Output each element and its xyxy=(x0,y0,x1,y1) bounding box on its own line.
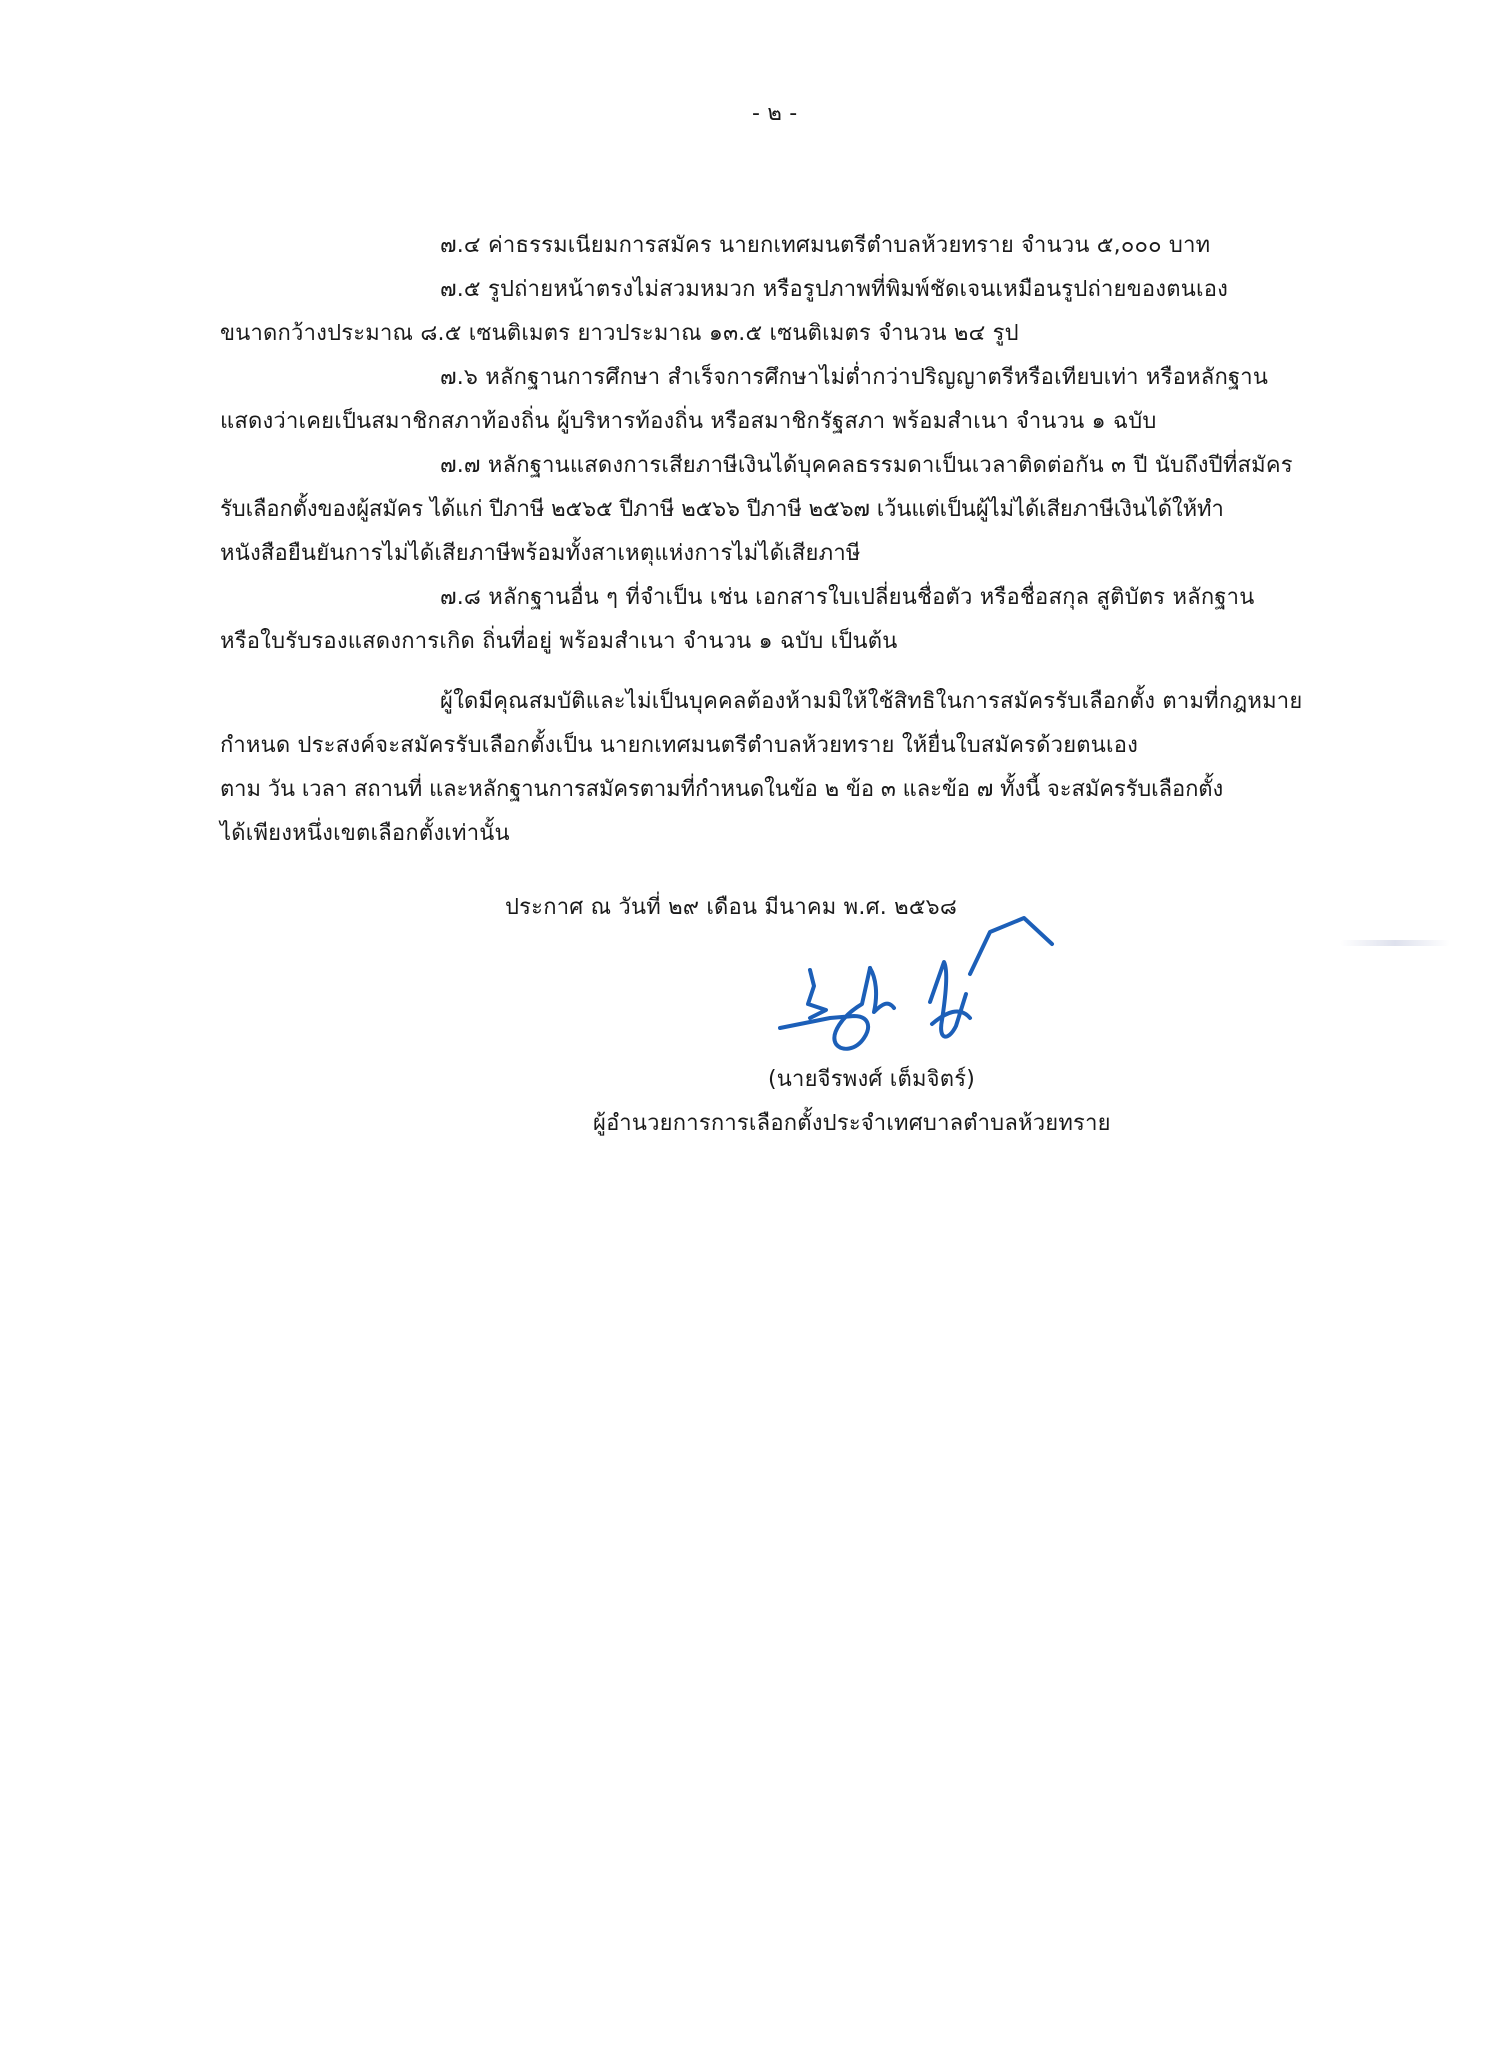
eligibility-paragraph-line-1: ผู้ใดมีคุณสมบัติและไม่เป็นบุคคลต้องห้ามมิให้ใช้สิทธิในการสมัครรับเลือกตั้ง ตามที่กฎหมาย xyxy=(440,689,1303,714)
clause-7-6-line-1: ๗.๖ หลักฐานการศึกษา สำเร็จการศึกษาไม่ต่ำกว่าปริญญาตรีหรือเทียบเท่า หรือหลักฐาน xyxy=(440,365,1269,390)
page-number: - ๒ - xyxy=(752,101,798,126)
signatory-position: ผู้อำนวยการการเลือกตั้งประจำเทศบาลตำบลห้วยทราย xyxy=(593,1111,1111,1136)
scan-smudge xyxy=(1340,940,1450,946)
eligibility-paragraph-line-3: ตาม วัน เวลา สถานที่ และหลักฐานการสมัครตามที่กำหนดในข้อ ๒ ข้อ ๓ และข้อ ๗ ทั้งนี้ จะสมัครรับเลือกตั้ง xyxy=(220,777,1224,802)
eligibility-paragraph-line-2: กำหนด ประสงค์จะสมัครรับเลือกตั้งเป็น นายกเทศมนตรีตำบลห้วยทราย ให้ยื่นใบสมัครด้วยตนเอง xyxy=(220,733,1139,758)
signature-mark xyxy=(770,908,1100,1068)
clause-7-5-line-2: ขนาดกว้างประมาณ ๘.๕ เซนติเมตร ยาวประมาณ ๑๓.๕ เซนติเมตร จำนวน ๒๔ รูป xyxy=(220,321,1019,346)
signatory-name: (นายจีรพงศ์ เต็มจิตร์) xyxy=(768,1067,976,1092)
clause-7-6-line-2: แสดงว่าเคยเป็นสมาชิกสภาท้องถิ่น ผู้บริหารท้องถิ่น หรือสมาชิกรัฐสภา พร้อมสำเนา จำนวน ๑ ฉบับ xyxy=(220,409,1157,434)
clause-7-7-line-2: รับเลือกตั้งของผู้สมัคร ได้แก่ ปีภาษี ๒๕๖๕ ปีภาษี ๒๕๖๖ ปีภาษี ๒๕๖๗ เว้นแต่เป็นผู้ไม่ได้เสียภาษีเงินได้ให้ทำ xyxy=(220,497,1224,522)
clause-7-8-line-1: ๗.๘ หลักฐานอื่น ๆ ที่จำเป็น เช่น เอกสารใบเปลี่ยนชื่อตัว หรือชื่อสกุล สูติบัตร หลักฐาน xyxy=(440,585,1255,610)
clause-7-4-line-1: ๗.๔ ค่าธรรมเนียมการสมัคร นายกเทศมนตรีตำบลห้วยทราย จำนวน ๕,๐๐๐ บาท xyxy=(440,233,1211,258)
clause-7-7-line-1: ๗.๗ หลักฐานแสดงการเสียภาษีเงินได้บุคคลธรรมดาเป็นเวลาติดต่อกัน ๓ ปี นับถึงปีที่สมัคร xyxy=(440,453,1293,478)
announcement-date: ประกาศ ณ วันที่ ๒๙ เดือน มีนาคม พ.ศ. ๒๕๖๘ xyxy=(505,895,958,920)
eligibility-paragraph-line-4: ได้เพียงหนึ่งเขตเลือกตั้งเท่านั้น xyxy=(220,821,510,846)
clause-7-8-line-2: หรือใบรับรองแสดงการเกิด ถิ่นที่อยู่ พร้อมสำเนา จำนวน ๑ ฉบับ เป็นต้น xyxy=(220,629,898,654)
clause-7-7-line-3: หนังสือยืนยันการไม่ได้เสียภาษีพร้อมทั้งสาเหตุแห่งการไม่ได้เสียภาษี xyxy=(220,541,861,566)
clause-7-5-line-1: ๗.๕ รูปถ่ายหน้าตรงไม่สวมหมวก หรือรูปภาพที่พิมพ์ชัดเจนเหมือนรูปถ่ายของตนเอง xyxy=(440,277,1229,302)
